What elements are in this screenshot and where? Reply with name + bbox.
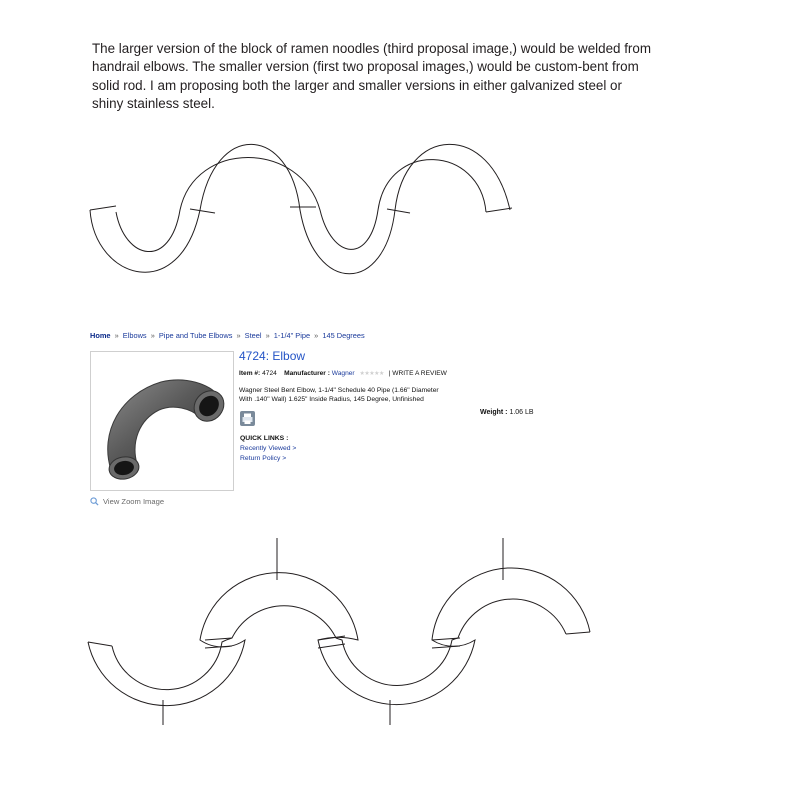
noodle-joint <box>432 646 460 648</box>
breadcrumb-item[interactable]: Elbows <box>122 331 147 340</box>
weight-label: Weight : <box>480 409 508 416</box>
quick-links <box>240 434 296 464</box>
breadcrumb <box>90 331 560 340</box>
product-listing <box>90 331 560 511</box>
breadcrumb-separator: » <box>150 331 155 340</box>
zoom-label: View Zoom Image <box>103 497 165 506</box>
breadcrumb-separator: » <box>236 331 241 340</box>
noodle-joint <box>387 209 410 213</box>
breadcrumb-item[interactable]: Pipe and Tube Elbows <box>158 331 233 340</box>
manufacturer-link[interactable]: Wagner <box>331 370 355 377</box>
quick-links-title: QUICK LINKS : <box>240 435 289 442</box>
noodle-end-left <box>90 206 116 210</box>
noodle-end-left <box>88 642 112 646</box>
product-weight <box>480 409 534 416</box>
intro-text: The larger version of the block of ramen noodles (third proposal image,) would be welded from handrail elbows. The smaller version (first two proposal images,) would be custom-bent from solid rod. I am proposing both the larger and smaller versions in either galvanized steel or shiny stainless steel. <box>92 41 651 112</box>
breadcrumb-item[interactable]: 1-1/4" Pipe <box>273 331 311 340</box>
item-label: Item #: <box>239 370 261 377</box>
view-zoom-link[interactable] <box>90 497 164 506</box>
weight-value: 1.06 LB <box>509 409 534 416</box>
product-image[interactable] <box>90 351 234 491</box>
magnifier-icon <box>90 497 99 506</box>
noodle-end-right <box>566 632 590 634</box>
breadcrumb-separator: » <box>114 331 119 340</box>
breadcrumb-separator: » <box>314 331 319 340</box>
quick-link-return-policy[interactable]: Return Policy > <box>240 455 287 462</box>
noodle-inner-edge <box>116 158 486 252</box>
print-button[interactable] <box>240 411 255 426</box>
noodle-inner-edge <box>112 599 566 690</box>
rating-stars: ★★★★★ <box>359 371 384 377</box>
item-value: 4724 <box>262 370 277 377</box>
quick-link-recently-viewed[interactable]: Recently Viewed > <box>240 445 297 452</box>
manufacturer-label: Manufacturer : <box>284 370 330 377</box>
product-meta <box>239 370 447 377</box>
product-description: Wagner Steel Bent Elbow, 1-1/4" Schedule 40 Pipe (1.66" Diameter With .140" Wall) 1.625" Inside Radius, 145 Degree, Unfinished <box>239 387 439 404</box>
noodle-joint <box>190 209 215 213</box>
breadcrumb-item[interactable]: Steel <box>244 331 262 340</box>
breadcrumb-home[interactable]: Home <box>90 331 111 340</box>
noodle-end-right <box>486 208 512 212</box>
small-noodle-drawing <box>0 130 800 290</box>
elbow-image <box>91 352 233 490</box>
large-noodle-drawing <box>0 530 800 790</box>
intro-paragraph <box>92 40 652 114</box>
product-title: 4724: Elbow <box>239 349 306 363</box>
breadcrumb-separator: » <box>265 331 270 340</box>
write-review-link[interactable]: | WRITE A REVIEW <box>388 370 447 377</box>
breadcrumb-item[interactable]: 145 Degrees <box>322 331 365 340</box>
noodle-outer-edge <box>90 144 510 273</box>
printer-icon <box>240 411 255 426</box>
noodle-joint <box>318 644 345 648</box>
